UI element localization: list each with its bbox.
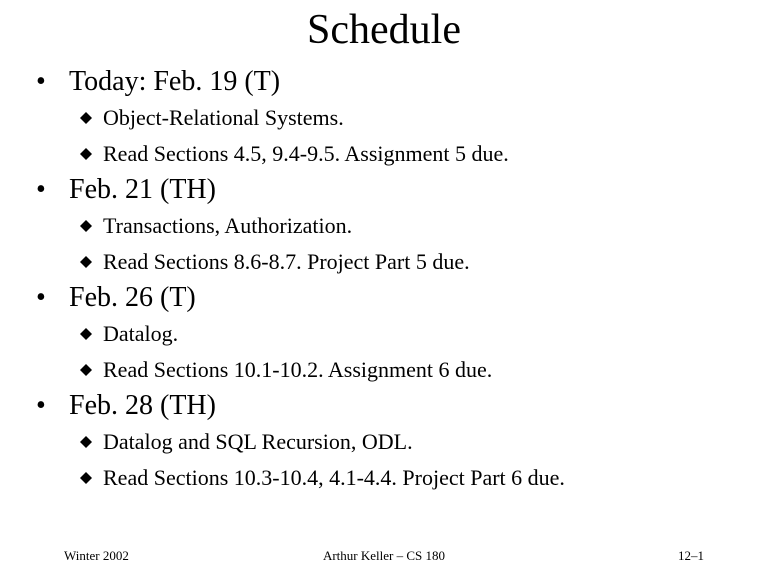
sub-item-text: Read Sections 4.5, 9.4-9.5. Assignment 5 due.: [103, 141, 509, 166]
sub-item: [36, 460, 756, 496]
bullet-icon: •: [36, 174, 46, 205]
heading-text: Feb. 28 (TH): [69, 390, 216, 421]
bullet-icon: •: [36, 282, 46, 313]
sub-item: [36, 352, 756, 388]
sub-item: [36, 244, 756, 280]
bullet-icon: •: [36, 390, 46, 421]
sub-item-text: Datalog and SQL Recursion, ODL.: [103, 429, 413, 454]
sub-item-text: Datalog.: [103, 321, 179, 346]
diamond-bullet-icon: [80, 472, 92, 484]
diamond-bullet-icon: [80, 256, 92, 268]
heading-text: Feb. 21 (TH): [69, 174, 216, 205]
diamond-bullet-icon: [80, 328, 92, 340]
diamond-bullet-icon: [80, 148, 92, 160]
schedule-item-heading: [36, 64, 756, 100]
slide-title: Schedule: [307, 7, 461, 53]
sub-item-text: Object-Relational Systems.: [103, 105, 344, 130]
schedule-item-heading: [36, 388, 756, 424]
sub-item-text: Read Sections 10.3-10.4, 4.1-4.4. Project Part 6 due.: [103, 465, 565, 490]
sub-item-text: Read Sections 8.6-8.7. Project Part 5 due.: [103, 249, 470, 274]
sub-item-text: Transactions, Authorization.: [103, 213, 353, 238]
sub-item: [36, 424, 756, 460]
heading-text: Today: Feb. 19 (T): [69, 66, 281, 97]
sub-item-text: Read Sections 10.1-10.2. Assignment 6 due.: [103, 357, 493, 382]
sub-item: [36, 316, 756, 352]
schedule-item-heading: [36, 172, 756, 208]
schedule-list: [36, 64, 756, 496]
footer-term: Winter 2002: [64, 548, 129, 563]
schedule-item: [36, 280, 756, 388]
diamond-bullet-icon: [80, 364, 92, 376]
bullet-icon: •: [36, 66, 46, 97]
footer-slide-number: 12–1: [678, 548, 704, 563]
diamond-bullet-icon: [80, 112, 92, 124]
sub-item: [36, 208, 756, 244]
diamond-bullet-icon: [80, 220, 92, 232]
schedule-item-heading: [36, 280, 756, 316]
footer-author: Arthur Keller – CS 180: [322, 548, 446, 563]
heading-text: Feb. 26 (T): [69, 282, 196, 313]
sub-item: [36, 136, 756, 172]
sub-item: [36, 100, 756, 136]
schedule-item: [36, 64, 756, 172]
schedule-item: [36, 172, 756, 280]
schedule-item: [36, 388, 756, 496]
diamond-bullet-icon: [80, 436, 92, 448]
